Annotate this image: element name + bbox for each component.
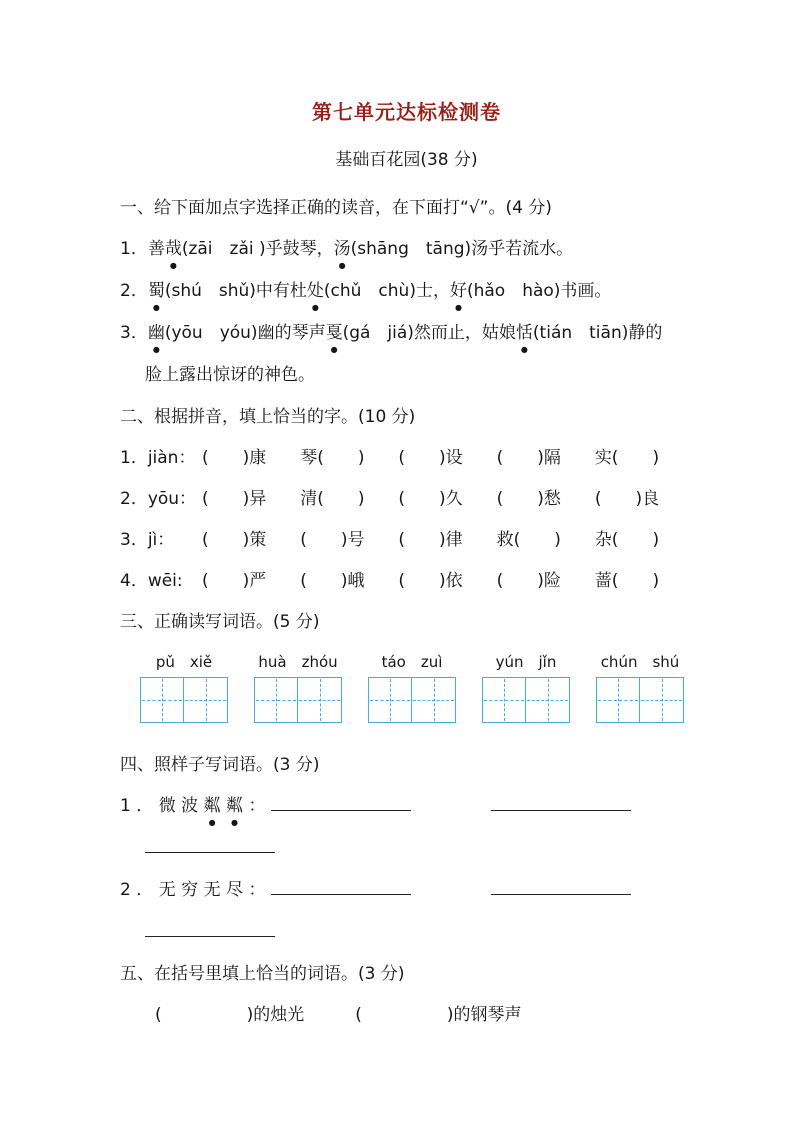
text-segment: (zāi zǎi )乎鼓琴，	[181, 239, 334, 259]
answer-blank	[491, 880, 631, 895]
dotted-char: 好 ●	[450, 279, 467, 303]
q2-sentence	[120, 279, 693, 303]
pinyin-label: pǔ xiě	[155, 653, 213, 671]
fill-row-jian	[120, 446, 693, 470]
text-segment: 1．善	[120, 239, 165, 259]
grid-group	[596, 651, 684, 723]
fill-item: ( )隔	[496, 448, 561, 468]
cell-pair	[140, 677, 228, 723]
section3-heading: 三、正确读写词语。(5 分)	[120, 612, 320, 632]
answer-blank	[271, 796, 411, 811]
row-label: 2．yōu：	[120, 489, 197, 509]
text-segment: ：	[248, 796, 271, 816]
q4-item2-cont	[120, 920, 693, 944]
q4-item1-cont	[120, 836, 693, 860]
cell-pair	[596, 677, 684, 723]
dotted-char: 哉 ●	[165, 237, 182, 261]
writing-cell	[368, 677, 412, 723]
dotted-char: 恬 ●	[516, 321, 533, 345]
text-segment: (chǔ chù)士，	[323, 281, 450, 301]
fill-item: ( )依	[398, 571, 463, 591]
writing-cell	[254, 677, 298, 723]
text-segment: (hǎo hào)书画。	[466, 281, 612, 301]
fill-row-wei	[120, 569, 693, 593]
fill-item: ( )峨	[300, 571, 365, 591]
writing-cell	[526, 677, 570, 723]
row-label: 1．jiàn：	[120, 448, 196, 468]
fill-item: 杂( )	[594, 530, 660, 550]
row-label: 4．wēi:	[120, 571, 183, 591]
cell-pair	[368, 677, 456, 723]
answer-blank	[145, 838, 275, 853]
fill-item: 琴( )	[300, 448, 365, 468]
fill-item: ( )律	[398, 530, 463, 550]
fill-row-you	[120, 487, 693, 511]
pinyin-label: yún jǐn	[495, 653, 557, 671]
cell-pair	[254, 677, 342, 723]
grid-group	[368, 651, 456, 723]
page-title: 第七单元达标检测卷	[312, 100, 501, 124]
text-segment: 1．微波	[120, 796, 204, 816]
fill-item: ( )良	[594, 489, 660, 509]
writing-grid	[140, 651, 693, 723]
writing-cell	[640, 677, 684, 723]
fill-item: 实( )	[594, 448, 660, 468]
cell-pair	[482, 677, 570, 723]
answer-blank	[271, 880, 411, 895]
row-label: 3．jì：	[120, 530, 175, 550]
text-segment: (yōu yóu)幽的琴声	[164, 323, 326, 343]
fill-item: ( )号	[300, 530, 365, 550]
text-segment: 2．无穷无尽：	[120, 880, 271, 900]
fill-item: ( )险	[496, 571, 561, 591]
dotted-char: 幽 ●	[148, 321, 165, 345]
dotted-char: 戛 ●	[326, 321, 343, 345]
q4-item2	[120, 878, 693, 902]
text-segment: (shú shǔ)中有杜	[164, 281, 307, 301]
pinyin-label: chún shú	[600, 653, 680, 671]
fill-item: ( )策	[202, 530, 267, 550]
fill-row-ji	[120, 528, 693, 552]
q3-sentence-line1	[120, 321, 693, 345]
fill-item: 救( )	[496, 530, 561, 550]
dotted-char: 汤 ●	[334, 237, 351, 261]
text-segment: (gá jiá)然而止，姑娘	[342, 323, 516, 343]
q1-sentence	[120, 237, 693, 261]
q3-sentence-line2: 脸上露出惊讶的神色。	[145, 365, 315, 385]
writing-cell	[298, 677, 342, 723]
dotted-char: 蜀 ●	[148, 279, 165, 303]
writing-cell	[482, 677, 526, 723]
answer-blank	[491, 796, 631, 811]
fill-item: 清( )	[300, 489, 365, 509]
fill-item: 蔷( )	[594, 571, 660, 591]
writing-cell	[596, 677, 640, 723]
dotted-char: 粼 ●	[204, 794, 226, 818]
section1-heading: 一、给下面加点字选择正确的读音，在下面打“√”。(4 分)	[120, 198, 552, 218]
answer-blank	[145, 922, 275, 937]
fill-item: ( )久	[398, 489, 463, 509]
writing-cell	[140, 677, 184, 723]
fill-item: ( )康	[202, 448, 267, 468]
fill-item: ( )愁	[496, 489, 561, 509]
fill-item: ( )异	[202, 489, 267, 509]
fill-item: ( )严	[202, 571, 267, 591]
pinyin-label: táo zuì	[381, 653, 443, 671]
grid-group	[140, 651, 228, 723]
dotted-char: 粼 ●	[226, 794, 248, 818]
writing-cell	[412, 677, 456, 723]
q4-item1	[120, 794, 693, 818]
section2-heading: 二、根据拼音，填上恰当的字。(10 分)	[120, 407, 416, 427]
dotted-char: 处 ●	[307, 279, 324, 303]
text-segment: 2．	[120, 281, 148, 301]
fill-item: ( )设	[398, 448, 463, 468]
q5-fill-line: ( )的烛光 ( )的钢琴声	[155, 1005, 522, 1025]
section4-heading: 四、照样子写词语。(3 分)	[120, 755, 320, 775]
pinyin-label: huà zhóu	[258, 653, 338, 671]
section-banner: 基础百花园(38 分)	[335, 150, 478, 170]
grid-group	[254, 651, 342, 723]
writing-cell	[184, 677, 228, 723]
grid-group	[482, 651, 570, 723]
text-segment: (tián tiān)静的	[532, 323, 663, 343]
section5-heading: 五、在括号里填上恰当的词语。(3 分)	[120, 964, 405, 984]
text-segment: (shāng tāng)汤乎若流水。	[350, 239, 574, 259]
text-segment: 3．	[120, 323, 148, 343]
